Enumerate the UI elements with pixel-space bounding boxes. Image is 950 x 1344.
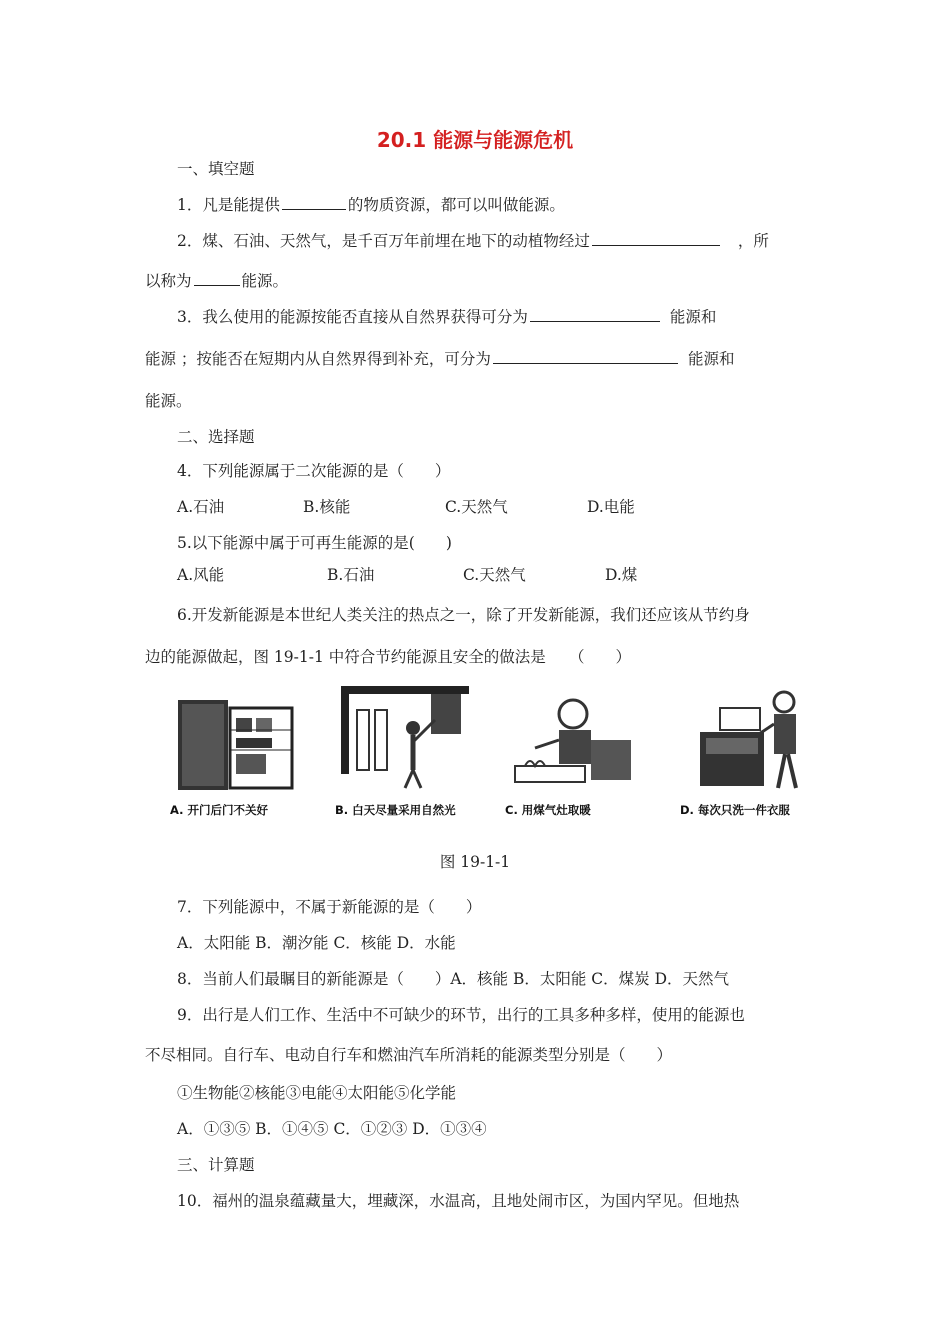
question-2-line-2: 以称为 能源。 (145, 272, 289, 290)
section-heading-calculation: 三、计算题 (177, 1156, 255, 1174)
open-fridge-illustration (170, 680, 320, 800)
answer-blank[interactable] (530, 306, 660, 322)
question-9-line-2: 不尽相同。自行车、电动自行车和燃油汽车所消耗的能源类型分别是（ ） (145, 1046, 673, 1064)
answer-blank[interactable] (194, 270, 240, 286)
option-c[interactable]: C.天然气 (463, 566, 526, 584)
figure-panel-a[interactable] (170, 680, 320, 825)
figure-19-1-1 (160, 680, 820, 830)
option-d[interactable]: D.电能 (587, 498, 635, 516)
question-3-line-1: 3．我么使用的能源按能否直接从自然界获得可分为 能源和 (177, 308, 717, 326)
question-4-stem: 4．下列能源属于二次能源的是（ ） (177, 462, 451, 480)
figure-caption-b: B. 白天尽量采用自然光 (335, 803, 456, 817)
option-b[interactable]: B.石油 (327, 566, 375, 584)
option-a[interactable]: A.石油 (177, 498, 225, 516)
question-7-options: A．太阳能 B．潮汐能 C．核能 D．水能 (177, 934, 456, 952)
question-9-line-1: 9．出行是人们工作、生活中不可缺少的环节，出行的工具多种多样，使用的能源也 (177, 1006, 745, 1024)
section-heading-fill-in: 一、填空题 (177, 160, 255, 178)
question-5-stem: 5.以下能源中属于可再生能源的是( ) (177, 534, 452, 552)
answer-blank[interactable] (592, 230, 720, 246)
page-title: 20.1 能源与能源危机 (376, 128, 574, 152)
option-c[interactable]: C.天然气 (445, 498, 508, 516)
option-d[interactable]: D.煤 (605, 566, 638, 584)
question-3-line-2: 能源 ；按能否在短期内从自然界得到补充，可分为 能源和 (145, 350, 735, 368)
section-heading-choice: 二、选择题 (177, 428, 255, 446)
question-9-items: ①生物能②核能③电能④太阳能⑤化学能 (177, 1084, 457, 1102)
question-6-line-2: 边的能源做起，图 19-1-1 中符合节约能源且安全的做法是 （ ） (145, 648, 632, 666)
answer-blank[interactable] (493, 348, 678, 364)
answer-blank[interactable] (282, 194, 346, 210)
option-b[interactable]: B.核能 (303, 498, 351, 516)
option-a[interactable]: A.风能 (177, 566, 225, 584)
question-9-options: A．①③⑤ B．①④⑤ C．①②③ D．①③④ (177, 1120, 487, 1138)
figure-panel-d[interactable] (680, 680, 830, 825)
question-1: 1．凡是能提供 的物质资源，都可以叫做能源。 (177, 196, 565, 214)
figure-panel-b[interactable] (335, 680, 485, 825)
question-6-line-1: 6.开发新能源是本世纪人类关注的热点之一，除了开发新能源，我们还应该从节约身 (177, 606, 750, 624)
question-10-line-1: 10．福州的温泉蕴藏量大，埋藏深，水温高，且地处闹市区，为国内罕见。但地热 (177, 1192, 740, 1210)
figure-label: 图 19-1-1 (439, 853, 511, 871)
natural-light-illustration (335, 680, 485, 800)
figure-caption-d: D. 每次只洗一件衣服 (680, 803, 790, 817)
question-3-line-3: 能源。 (145, 392, 192, 410)
question-2-line-1: 2．煤、石油、天然气，是千百万年前埋在地下的动植物经过 ，所 (177, 232, 769, 250)
figure-caption-c: C. 用煤气灶取暖 (505, 803, 591, 817)
gas-stove-illustration (505, 680, 655, 800)
question-7-stem: 7．下列能源中，不属于新能源的是（ ） (177, 898, 482, 916)
question-8-stem: 8．当前人们最瞩目的新能源是（ ）A．核能 B．太阳能 C．煤炭 D．天然气 (177, 970, 730, 988)
washing-machine-illustration (680, 680, 830, 800)
figure-panel-c[interactable] (505, 680, 655, 825)
figure-caption-a: A. 开门后门不关好 (170, 803, 268, 817)
